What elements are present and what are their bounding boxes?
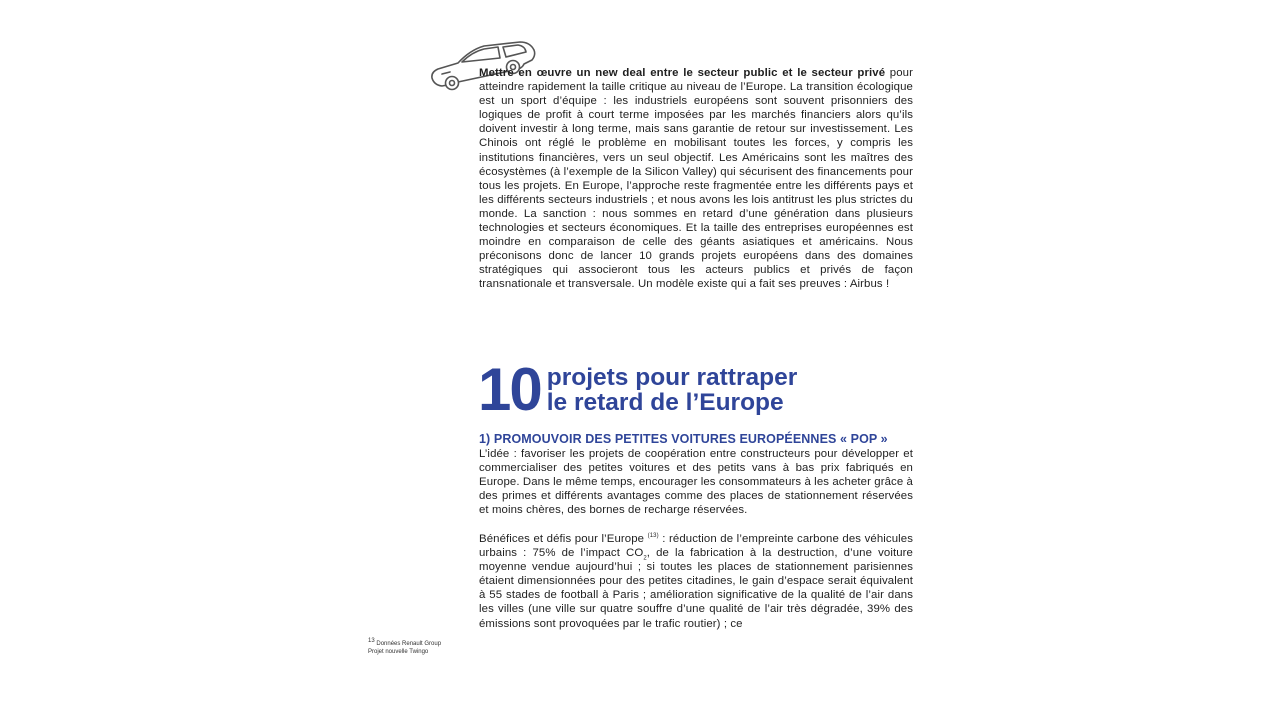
footnote-ref: (13) (647, 533, 659, 540)
benefits-end: , de la fabrication à la destruction, d’une voiture moyenne vendue aujourd’hui ; si toutes les places de stationnement parisiennes étaient dimensionnées pour des petites citadines, le gain d’espace serait équivalent à 55 stades de football à Paris ; amélioration significative de la qualité de l’air dans les villes (une ville sur quatre souffre d’une qualité de l’air très dégradée, 39% des émissions sont provoquées par le trafic routier) ; ce (479, 547, 913, 630)
section-heading (478, 356, 798, 423)
project-title: 1) PROMOUVOIR DES PETITES VOITURES EUROPÉENNES « POP » (479, 432, 888, 446)
intro-paragraph (479, 66, 913, 292)
idea-paragraph: L’idée : favoriser les projets de coopération entre constructeurs pour développer et commercialiser des petites voitures et des petits vans à bas prix fabriqués en Europe. Dans le même temps, encourager les consommateurs à les acheter grâce à des primes et différents avantages comme des places de stationnement réservées et moins chères, des bornes de recharge réservées. (479, 448, 913, 517)
heading-line-2: le retard de l’Europe (546, 389, 784, 416)
benefits-paragraph (479, 532, 913, 631)
intro-bold-lead: Mettre en œuvre un new deal entre le secteur public et le secteur privé (479, 67, 886, 79)
footnote (368, 640, 488, 656)
co2-subscript: 2 (643, 555, 647, 562)
heading-number: 10 (478, 356, 541, 423)
benefits-start: Bénéfices et défis pour l’Europe (479, 533, 648, 545)
footnote-line-2: Projet nouvelle Twingo (368, 649, 429, 655)
intro-body: pour atteindre rapidement la taille critique au niveau de l’Europe. La transition écologique est un sport d’équipe : les industriels européens sont souvent prisonniers des logiques de profit à court terme imposées par les marchés financiers alors qu’ils doivent investir à long terme, mais sans garantie de retour sur investissement. Les Chinois ont réglé le problème en mobilisant toutes les forces, y compris les institutions financières, vers un seul objectif. Les Américains sont les maîtres des écosystèmes (à l’exemple de la Silicon Valley) qui sécurisent des financements pour tous les projets. En Europe, l’approche reste fragmentée entre les différents pays et les différents secteurs industriels ; et nous avons les lois antitrust les plus strictes du monde. La sanction : nous sommes en retard d’une génération dans plusieurs technologies et secteurs économiques. Et la taille des entreprises européennes est moindre en comparaison de celle des géants asiatiques et américains. Nous préconisons donc de lancer 10 grands projets européens dans des domaines stratégiques qui associeront tous les acteurs publics et privés de façon transnationale et transversale. Un modèle existe qui a fait ses preuves : Airbus ! (479, 67, 913, 291)
footnote-number: 13 (368, 638, 375, 644)
footnote-line-1: Données Renault Group (376, 641, 442, 647)
heading-line-1: projets pour rattraper (546, 364, 798, 391)
benefits-mid: : réduction de l’empreinte carbone des véhicules urbains : 75% de l’impact CO (479, 533, 913, 560)
heading-text (547, 365, 798, 415)
